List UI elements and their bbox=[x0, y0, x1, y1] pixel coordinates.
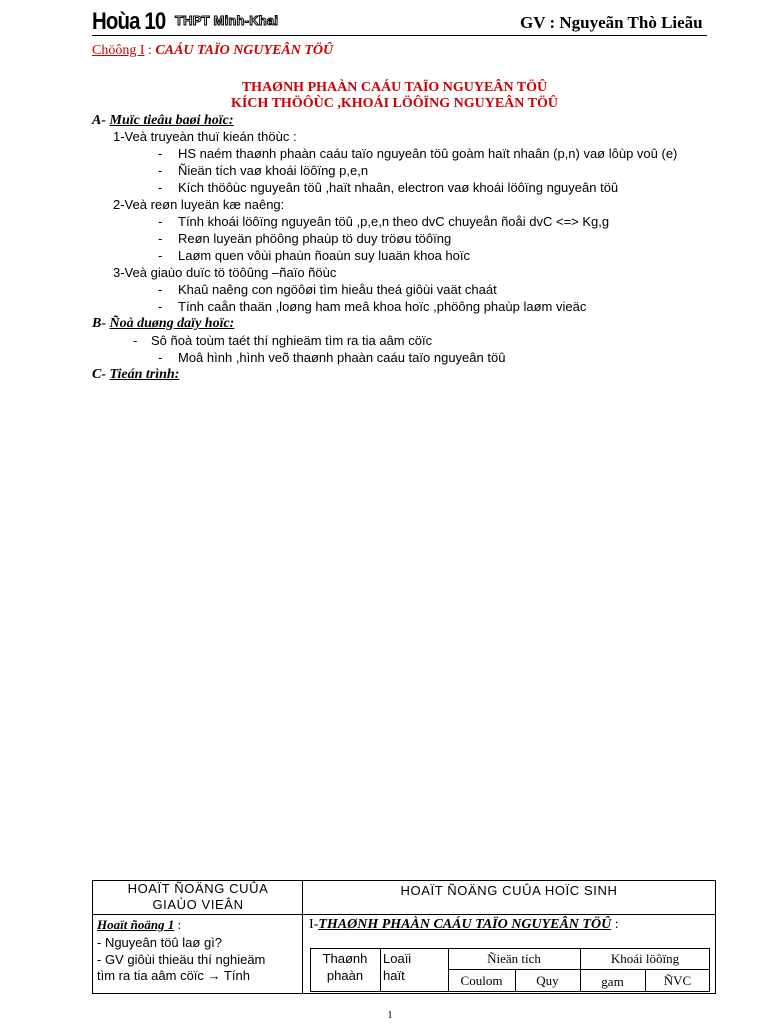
list-item bbox=[158, 146, 677, 161]
list-item bbox=[133, 333, 432, 348]
particle-table-header-mass: Khoái löôïng bbox=[610, 951, 680, 966]
activity-1-colon: : bbox=[174, 917, 182, 932]
section-c-heading bbox=[92, 367, 179, 383]
table-header-student: HOAÏT ÑOÄNG CUÛA HOÏC SINH bbox=[400, 883, 618, 898]
section-b-label: Ñoà duøng daïy hoïc: bbox=[109, 316, 235, 331]
list-item-text: Tính khoái löôïng nguyeân töû ,p,e,n theo dvC chuyeån ñoåi dvC <=> Kg,g bbox=[178, 214, 610, 229]
teacher-question: - Nguyeân töû laø gì? bbox=[97, 935, 223, 950]
list-item bbox=[158, 350, 505, 365]
header-type-line1: Loaïi bbox=[383, 951, 412, 966]
list-item bbox=[158, 299, 586, 314]
list-item bbox=[158, 163, 368, 178]
bullet-dash: - bbox=[158, 180, 163, 195]
list-item-text: Sô ñoà toùm taét thí nghieäm tìm ra tia aâm cöïc bbox=[151, 333, 433, 348]
teacher-description-line1: - GV giôùi thieäu thí nghieäm bbox=[97, 952, 266, 967]
bullet-dash: - bbox=[158, 163, 163, 178]
section-a-prefix: A- bbox=[92, 113, 110, 128]
teacher-description-line2 bbox=[97, 968, 250, 983]
bullet-dash: - bbox=[158, 299, 163, 314]
student-section-heading bbox=[309, 917, 619, 933]
objective-education: 3-Veà giaùo duïc tö töôûng –ñaïo ñöùc bbox=[113, 265, 337, 280]
list-item-text: Reøn luyeän phöông phaùp tö duy tröøu töôïng bbox=[178, 231, 452, 246]
teacher-name: GV : Nguyeãn Thò Lieãu bbox=[520, 13, 703, 32]
activity-1-title: Hoaït ñoäng 1 bbox=[97, 917, 175, 932]
particle-table-sub-dvc: ÑVC bbox=[663, 973, 692, 988]
list-item-text: Laøm quen vôùi phaùn ñoaùn suy luaän khoa hoïc bbox=[178, 248, 470, 263]
particle-table-subheader-rule bbox=[448, 969, 710, 970]
particle-table-header-charge: Ñieän tích bbox=[487, 951, 541, 966]
student-section-title: THAØNH PHAÀN CAÁU TAÏO NGUYEÂN TÖÛ bbox=[318, 917, 612, 932]
bullet-dash: - bbox=[158, 350, 163, 365]
school-name: THPT Minh-Khai bbox=[175, 13, 279, 28]
objective-knowledge: 1-Veà truyeàn thuï kieán thöùc : bbox=[113, 129, 297, 144]
list-item bbox=[158, 231, 451, 246]
table-header-divider bbox=[92, 914, 716, 915]
section-c-label: Tieán trình: bbox=[109, 367, 180, 382]
bullet-dash: - bbox=[158, 214, 163, 229]
list-item bbox=[158, 248, 470, 263]
chapter-heading bbox=[92, 43, 333, 59]
section-b-heading bbox=[92, 316, 234, 332]
table-header-teacher-line2: GIAÙO VIEÂN bbox=[152, 897, 244, 912]
subject-logo: Hoùa 10 bbox=[92, 8, 166, 35]
particle-table-divider bbox=[380, 948, 381, 992]
section-a-label: Muïc tieâu baøi hoïc: bbox=[109, 113, 234, 128]
chapter-title: CAÁU TAÏO NGUYEÂN TÖÛ bbox=[155, 43, 334, 58]
teacher-description-text: tìm ra tia aâm cöïc bbox=[97, 968, 208, 983]
particle-table-header-component bbox=[311, 950, 379, 984]
particle-table-sub-gam: gam bbox=[601, 974, 624, 989]
particle-table-header-type bbox=[383, 950, 423, 984]
objective-skills: 2-Veà reøn luyeän kæ naêng: bbox=[113, 197, 285, 212]
list-item-text: Tính caån thaän ,loøng ham meâ khoa hoïc ,phöông phaùp laøm vieäc bbox=[178, 299, 587, 314]
bullet-dash: - bbox=[133, 333, 138, 348]
section-b-prefix: B- bbox=[92, 316, 110, 331]
particle-table-sub-quy: Quy bbox=[536, 973, 559, 988]
list-item bbox=[158, 180, 618, 195]
header-component-line1: Thaønh bbox=[322, 951, 368, 966]
student-section-prefix: I- bbox=[309, 917, 319, 932]
table-header-teacher-line1: HOAÏT ÑOÄNG CUÛA bbox=[127, 881, 269, 896]
list-item-text: Moâ hình ,hình veõ thaønh phaàn caáu taïo nguyeân töû bbox=[178, 350, 506, 365]
section-c-prefix: C- bbox=[92, 367, 110, 382]
chapter-separator: : bbox=[144, 43, 156, 58]
list-item bbox=[158, 214, 609, 229]
activity-1-label bbox=[97, 917, 181, 933]
table-column-divider bbox=[302, 880, 303, 994]
header-type-line2: haït bbox=[383, 968, 405, 983]
teacher-description-tail: Tính bbox=[220, 968, 250, 983]
list-item-text: Ñieän tích vaø khoái löôïng p,e,n bbox=[178, 163, 369, 178]
chapter-label: Chöông I bbox=[92, 43, 145, 58]
list-item-text: Kích thöôùc nguyeân töû ,haït nhaân, electron vaø khoái löôïng nguyeân töû bbox=[178, 180, 619, 195]
arrow-right-icon: → bbox=[207, 968, 221, 983]
lesson-title-line1: THAØNH PHAÀN CAÁU TAÏO NGUYEÂN TÖÛ bbox=[241, 80, 548, 95]
table-header-teacher bbox=[96, 881, 300, 913]
particle-table-sub-coulomb: Coulom bbox=[460, 973, 503, 988]
bullet-dash: - bbox=[158, 248, 163, 263]
list-item-text: Khaû naêng con ngöôøi tìm hieåu theá giôùi vaät chaát bbox=[178, 282, 497, 297]
list-item-text: HS naém thaønh phaàn caáu taïo nguyeân töû goàm haït nhaân (p,n) vaø lôùp voû (e) bbox=[178, 146, 678, 161]
header-component-line2: phaàn bbox=[326, 968, 364, 983]
header-rule bbox=[92, 35, 707, 36]
student-section-colon: : bbox=[611, 917, 619, 932]
section-a-heading bbox=[92, 113, 234, 129]
page-number: 1 bbox=[387, 1009, 393, 1021]
bullet-dash: - bbox=[158, 231, 163, 246]
lesson-title-line2: KÍCH THÖÔÙC ,KHOÁI LÖÔÏNG NGUYEÂN TÖÛ bbox=[231, 96, 558, 111]
list-item bbox=[158, 282, 497, 297]
bullet-dash: - bbox=[158, 282, 163, 297]
bullet-dash: - bbox=[158, 146, 163, 161]
